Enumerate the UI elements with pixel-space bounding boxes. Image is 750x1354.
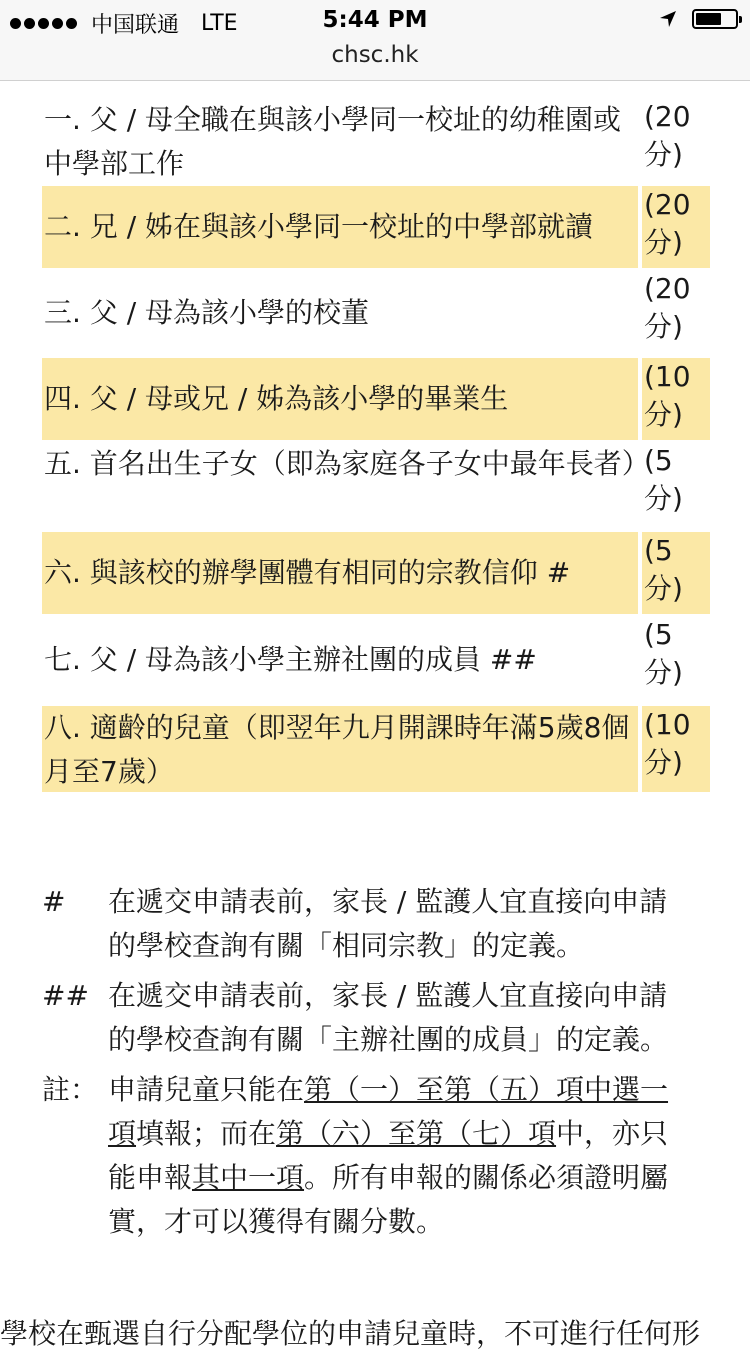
note-item <box>42 880 702 968</box>
note-text: 在遞交申請表前，家長 / 監護人宜直接向申請的學校查詢有關「相同宗教」的定義。 <box>108 885 668 962</box>
underlined-text: 其中一項 <box>192 1161 305 1194</box>
status-bar <box>0 0 750 40</box>
criteria-score: (20 分) <box>642 186 710 268</box>
status-right <box>658 9 738 29</box>
criteria-score: (5 分) <box>642 532 710 614</box>
address-bar[interactable] <box>0 40 750 81</box>
location-arrow-icon <box>658 9 678 29</box>
criteria-score: (20 分) <box>644 100 691 171</box>
criteria-text: 七. 父 / 母為該小學主辦社團的成員 ## <box>44 643 537 676</box>
criteria-text: 二. 兄 / 姊在與該小學同一校址的中學部就讀 <box>42 186 638 268</box>
criteria-row <box>42 270 710 356</box>
criteria-row <box>42 442 710 530</box>
note-text: 在遞交申請表前，家長 / 監護人宜直接向申請的學校查詢有關「主辦社團的成員」的定義。 <box>108 979 669 1056</box>
criteria-text: 三. 父 / 母為該小學的校董 <box>44 296 370 329</box>
criteria-score: (5 分) <box>644 444 683 515</box>
criteria-score: (10 分) <box>642 706 710 792</box>
note-mark: ## <box>42 979 89 1012</box>
partial-footer-text: 學校在甄選自行分配學位的申請兒童時，不可進行任何形 <box>0 1317 701 1350</box>
criteria-score: (20 分) <box>644 272 691 343</box>
criteria-row <box>42 98 710 184</box>
note-mark: # <box>42 885 66 918</box>
criteria-score: (10 分) <box>642 358 710 440</box>
carrier-name: 中国联通 <box>91 13 180 38</box>
notes-section <box>42 880 702 1250</box>
note-mark: 註： <box>42 1073 99 1106</box>
note-item <box>42 974 702 1062</box>
criteria-text: 五. 首名出生子女（即為家庭各子女中最年長者） <box>44 447 650 480</box>
criteria-text: 六. 與該校的辦學團體有相同的宗教信仰 # <box>42 532 638 614</box>
criteria-text: 一. 父 / 母全職在與該小學同一校址的幼稚園或中學部工作 <box>44 103 622 180</box>
criteria-score: (5 分) <box>644 618 683 689</box>
network-type: LTE <box>201 11 238 36</box>
criteria-list <box>42 98 710 794</box>
criteria-text: 八. 適齡的兒童（即翌年九月開課時年滿5歲8個月至7歲） <box>42 706 638 792</box>
note-text: 申請兒童只能在第（一）至第（五）項中選一項填報；而在第（六）至第（七）項中，亦只能申報其中一項。所有申報的關係必須證明屬實，才可以獲得有關分數。 <box>108 1073 669 1238</box>
criteria-row <box>42 186 710 268</box>
note-item <box>42 1068 702 1244</box>
underlined-text: 第（六）至第（七）項 <box>276 1117 557 1150</box>
criteria-text: 四. 父 / 母或兄 / 姊為該小學的畢業生 <box>42 358 638 440</box>
criteria-row <box>42 616 710 704</box>
status-time: 5:44 PM <box>322 7 428 33</box>
url-text: chsc.hk <box>331 42 419 68</box>
criteria-row <box>42 706 710 792</box>
underlined-text: 第（一）至第（五）項中選一項 <box>108 1073 669 1150</box>
criteria-row <box>42 358 710 440</box>
criteria-row <box>42 532 710 614</box>
battery-icon <box>692 9 738 29</box>
